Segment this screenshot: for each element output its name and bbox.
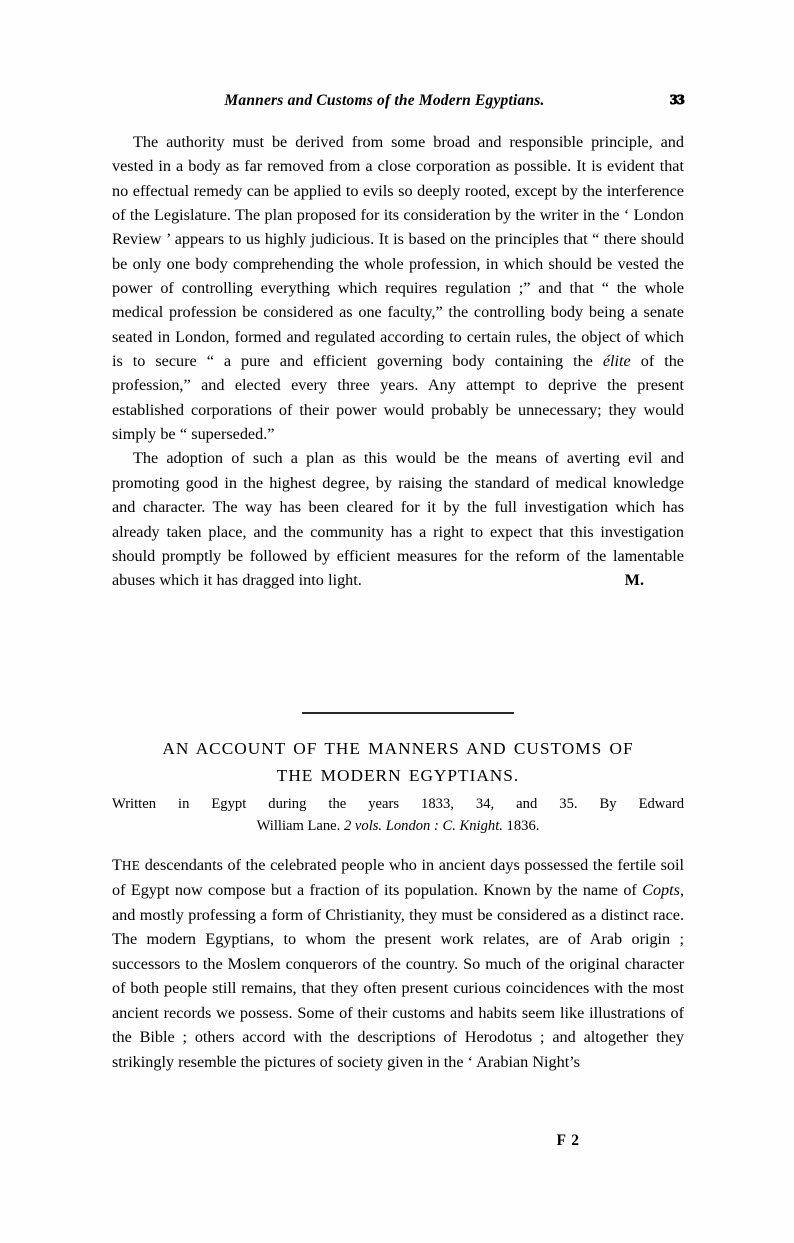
book-citation <box>112 793 684 837</box>
section-divider-rule <box>302 712 514 714</box>
paragraph <box>112 853 684 1074</box>
article-title-line-1: AN ACCOUNT OF THE MANNERS AND CUSTOMS OF <box>162 739 634 758</box>
citation-volumes: 2 vols. <box>343 818 383 834</box>
article-two-body <box>112 853 684 1074</box>
opening-initial: T <box>112 856 122 874</box>
paragraph <box>112 446 684 592</box>
author-signature: M. <box>624 571 644 590</box>
italic-term-copts: Copts <box>642 881 680 900</box>
paragraph-text-continued: of the profession,” and elected every three years. Any attempt to deprive the present established corporations of their power would probably be unnecessary; they would simply be “ superseded.” <box>112 352 684 444</box>
opening-small-caps: HE <box>121 858 141 873</box>
page-number: 33 <box>670 92 684 108</box>
paragraph <box>112 130 684 446</box>
citation-author: William Lane. <box>256 818 344 834</box>
running-head <box>112 92 684 114</box>
citation-year: 1836. <box>502 818 540 834</box>
article-title <box>112 735 684 789</box>
paragraph-text: The authority must be derived from some broad and responsible principle, and vested in a body as far removed from a close corporation as possible. It is evident that no effectual remedy can be applied to evils so deeply rooted, except by the interference of the Legislature. The plan proposed for its consideration by the writer in the ‘ London Review ’ appears to us highly judicious. It is based on the principles that “ there should be only one body comprehending the whole profession, in which should be vested the power of controlling everything which requires regulation ;” and that “ the whole medical profession be considered as one faculty,” the controlling body being a senate seated in London, formed and regulated according to certain rules, the object of which is to secure “ a pure and efficient governing body containing the <box>112 133 684 371</box>
paragraph-text: The adoption of such a plan as this would be the means of averting evil and promoting good in the highest degree, by raising the standard of medical knowledge and character. The way has been cleared for it by the full investigation which has already taken place, and the community has a right to expect that this investigation should promptly be followed by efficient measures for the reform of the lamentable abuses which it has dragged into light. <box>112 449 684 590</box>
italic-term-elite: élite <box>602 352 631 371</box>
paragraph-text: descendants of the celebrated people who in ancient days possessed the fertile soil of Egypt now compose but a fraction of its population. Known by the name of <box>112 856 684 900</box>
citation-line-1: Written in Egypt during the years 1833, 34, and 35. By Edward <box>112 796 684 812</box>
article-one-body <box>112 130 684 593</box>
citation-publisher: London : C. Knight. <box>385 818 503 834</box>
article-title-line-2: THE MODERN EGYPTIANS. <box>276 766 520 785</box>
running-head-title: Manners and Customs of the Modern Egyptians. <box>224 92 545 109</box>
citation-line-2 <box>112 815 684 837</box>
sheet-signature-mark: F 2 <box>556 1132 580 1149</box>
paragraph-text-continued: , and mostly professing a form of Christianity, they must be considered as a distinct race. The modern Egyptians, to whom the present work relates, are of Arab origin ; successors to the Moslem conquerors of the country. So much of the original character of both people still remains, that they often present curious coincidences with the most ancient records we possess. Some of their customs and habits seem like illustrations of the Bible ; others accord with the descriptions of Herodotus ; and altogether they strikingly resemble the pictures of society given in the ‘ Arabian Night’s <box>112 881 684 1071</box>
